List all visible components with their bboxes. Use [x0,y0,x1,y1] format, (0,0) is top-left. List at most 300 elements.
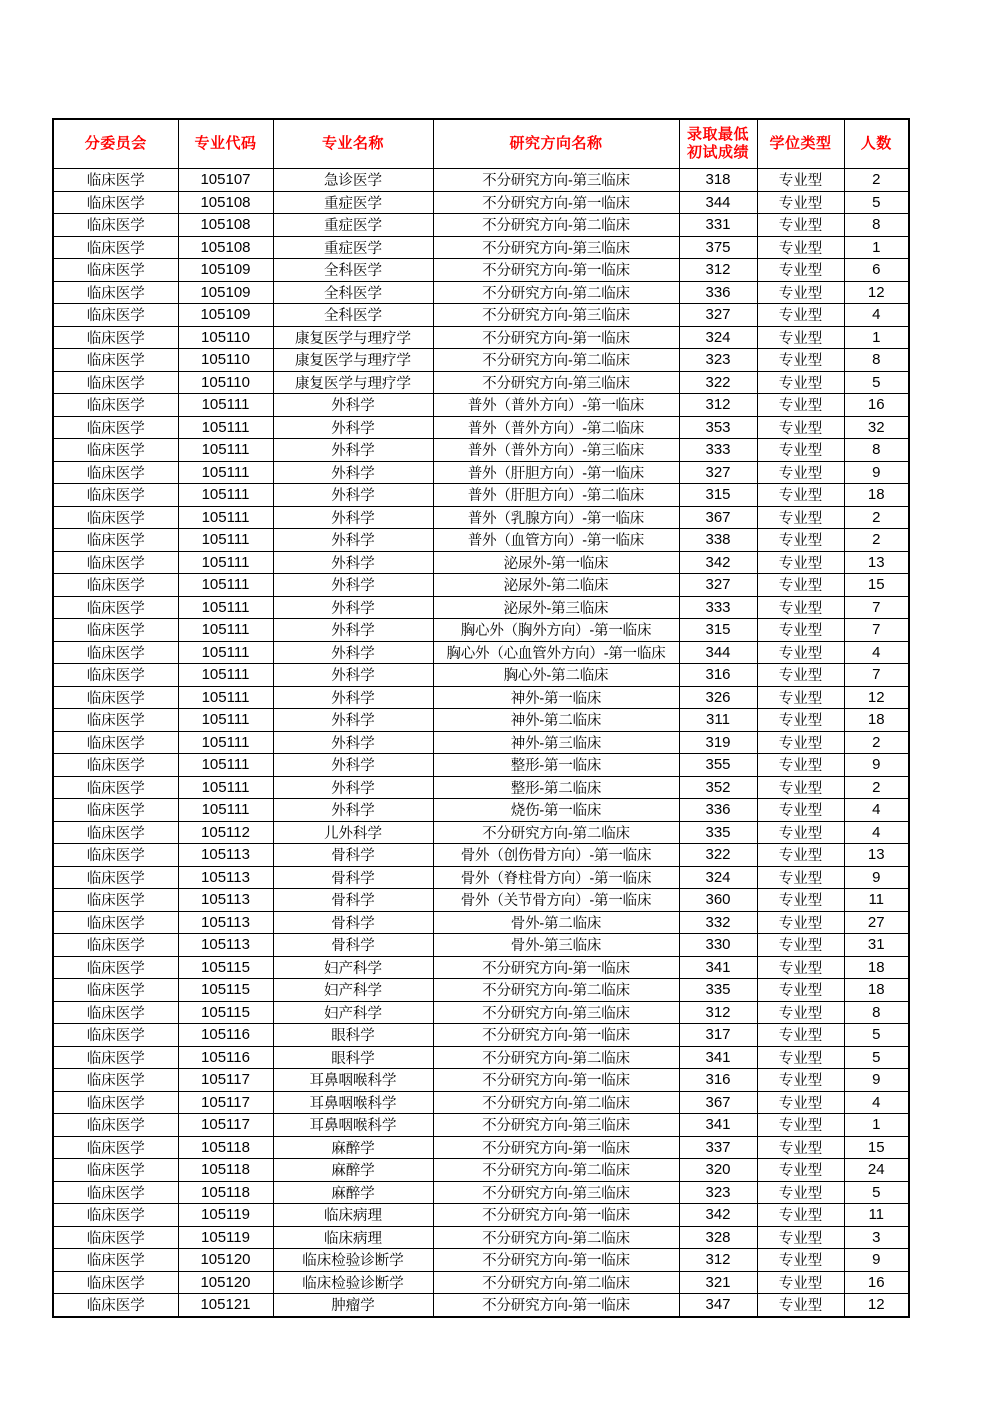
cell-major-code: 105116 [178,1046,273,1069]
cell-research-direction: 普外（血管方向）-第一临床 [433,529,679,552]
column-header-degree-type: 学位类型 [757,119,844,169]
cell-committee: 临床医学 [53,304,178,327]
cell-major-name: 急诊医学 [273,169,433,192]
cell-count: 2 [844,529,909,552]
cell-min-score: 336 [679,799,757,822]
cell-major-name: 外科学 [273,664,433,687]
header-row [53,119,909,169]
cell-degree-type: 专业型 [757,1114,844,1137]
cell-committee: 临床医学 [53,641,178,664]
cell-committee: 临床医学 [53,1226,178,1249]
table-row [53,439,909,462]
table-row [53,349,909,372]
cell-count: 5 [844,191,909,214]
table-row [53,484,909,507]
cell-min-score: 323 [679,1181,757,1204]
table-row [53,326,909,349]
cell-count: 9 [844,1249,909,1272]
cell-count: 9 [844,754,909,777]
cell-count: 12 [844,686,909,709]
cell-major-code: 105108 [178,214,273,237]
cell-major-code: 105118 [178,1159,273,1182]
cell-major-name: 全科医学 [273,281,433,304]
table-row [53,709,909,732]
cell-count: 15 [844,574,909,597]
table-row [53,281,909,304]
cell-min-score: 311 [679,709,757,732]
cell-major-code: 105110 [178,326,273,349]
cell-major-code: 105115 [178,1001,273,1024]
cell-major-name: 妇产科学 [273,979,433,1002]
cell-count: 5 [844,1046,909,1069]
cell-research-direction: 胸心外（胸外方向）-第一临床 [433,619,679,642]
cell-major-code: 105115 [178,956,273,979]
cell-min-score: 326 [679,686,757,709]
cell-major-name: 康复医学与理疗学 [273,349,433,372]
cell-count: 13 [844,551,909,574]
cell-degree-type: 专业型 [757,461,844,484]
table-row [53,529,909,552]
cell-count: 4 [844,1091,909,1114]
cell-research-direction: 不分研究方向-第三临床 [433,1001,679,1024]
cell-count: 15 [844,1136,909,1159]
cell-research-direction: 不分研究方向-第三临床 [433,169,679,192]
cell-degree-type: 专业型 [757,596,844,619]
cell-min-score: 315 [679,619,757,642]
cell-count: 5 [844,1024,909,1047]
cell-major-name: 麻醉学 [273,1181,433,1204]
cell-major-name: 外科学 [273,394,433,417]
cell-min-score: 337 [679,1136,757,1159]
cell-research-direction: 普外（肝胆方向）-第一临床 [433,461,679,484]
cell-committee: 临床医学 [53,1114,178,1137]
cell-research-direction: 泌尿外-第一临床 [433,551,679,574]
cell-degree-type: 专业型 [757,934,844,957]
table-row [53,686,909,709]
cell-major-name: 外科学 [273,776,433,799]
cell-degree-type: 专业型 [757,641,844,664]
cell-major-code: 105110 [178,349,273,372]
table-row [53,461,909,484]
cell-min-score: 330 [679,934,757,957]
cell-count: 7 [844,619,909,642]
cell-major-code: 105112 [178,821,273,844]
cell-major-name: 外科学 [273,439,433,462]
cell-research-direction: 不分研究方向-第二临床 [433,1046,679,1069]
cell-degree-type: 专业型 [757,259,844,282]
cell-committee: 临床医学 [53,776,178,799]
table-row [53,1226,909,1249]
cell-major-code: 105111 [178,731,273,754]
table-header [53,119,909,169]
table-row [53,394,909,417]
cell-min-score: 327 [679,574,757,597]
cell-degree-type: 专业型 [757,709,844,732]
cell-min-score: 319 [679,731,757,754]
cell-research-direction: 不分研究方向-第一临床 [433,1294,679,1317]
cell-min-score: 322 [679,371,757,394]
cell-major-code: 105111 [178,754,273,777]
cell-committee: 临床医学 [53,686,178,709]
cell-min-score: 322 [679,844,757,867]
table-row [53,1114,909,1137]
cell-count: 18 [844,956,909,979]
cell-degree-type: 专业型 [757,1024,844,1047]
cell-major-name: 外科学 [273,686,433,709]
cell-research-direction: 不分研究方向-第一临床 [433,956,679,979]
cell-research-direction: 不分研究方向-第三临床 [433,1114,679,1137]
cell-degree-type: 专业型 [757,911,844,934]
cell-committee: 临床医学 [53,821,178,844]
cell-research-direction: 不分研究方向-第一临床 [433,1249,679,1272]
column-header-major-name: 专业名称 [273,119,433,169]
cell-min-score: 316 [679,1069,757,1092]
column-header-research-direction: 研究方向名称 [433,119,679,169]
cell-count: 16 [844,1271,909,1294]
cell-count: 8 [844,349,909,372]
cell-major-name: 外科学 [273,506,433,529]
cell-committee: 临床医学 [53,956,178,979]
cell-major-code: 105111 [178,776,273,799]
cell-major-name: 重症医学 [273,214,433,237]
cell-committee: 临床医学 [53,416,178,439]
table-row [53,754,909,777]
cell-research-direction: 不分研究方向-第三临床 [433,236,679,259]
cell-major-name: 外科学 [273,574,433,597]
table-row [53,169,909,192]
table-row [53,1204,909,1227]
cell-major-name: 外科学 [273,551,433,574]
cell-research-direction: 不分研究方向-第二临床 [433,214,679,237]
cell-min-score: 320 [679,1159,757,1182]
cell-count: 18 [844,709,909,732]
cell-count: 7 [844,596,909,619]
cell-committee: 临床医学 [53,934,178,957]
cell-count: 4 [844,821,909,844]
cell-major-code: 105116 [178,1024,273,1047]
cell-research-direction: 不分研究方向-第二临床 [433,1271,679,1294]
cell-count: 24 [844,1159,909,1182]
cell-degree-type: 专业型 [757,866,844,889]
cell-major-code: 105113 [178,866,273,889]
cell-committee: 临床医学 [53,574,178,597]
table-row [53,574,909,597]
table-row [53,191,909,214]
cell-major-code: 105113 [178,911,273,934]
cell-committee: 临床医学 [53,326,178,349]
cell-min-score: 317 [679,1024,757,1047]
cell-degree-type: 专业型 [757,484,844,507]
cell-major-name: 重症医学 [273,191,433,214]
cell-count: 4 [844,641,909,664]
cell-degree-type: 专业型 [757,1181,844,1204]
cell-degree-type: 专业型 [757,574,844,597]
cell-major-code: 105111 [178,799,273,822]
cell-major-name: 全科医学 [273,304,433,327]
cell-min-score: 331 [679,214,757,237]
cell-research-direction: 不分研究方向-第三临床 [433,1181,679,1204]
cell-count: 32 [844,416,909,439]
cell-research-direction: 不分研究方向-第二临床 [433,349,679,372]
table-row [53,1294,909,1317]
table-row [53,551,909,574]
column-header-min-score [679,119,757,169]
cell-degree-type: 专业型 [757,439,844,462]
cell-degree-type: 专业型 [757,1046,844,1069]
cell-degree-type: 专业型 [757,619,844,642]
cell-major-code: 105118 [178,1181,273,1204]
cell-degree-type: 专业型 [757,169,844,192]
cell-degree-type: 专业型 [757,889,844,912]
cell-committee: 临床医学 [53,664,178,687]
cell-major-code: 105121 [178,1294,273,1317]
cell-min-score: 312 [679,1249,757,1272]
cell-committee: 临床医学 [53,439,178,462]
cell-committee: 临床医学 [53,709,178,732]
table-row [53,799,909,822]
cell-committee: 临床医学 [53,596,178,619]
table-body [53,169,909,1317]
cell-committee: 临床医学 [53,911,178,934]
cell-count: 1 [844,236,909,259]
cell-major-code: 105108 [178,191,273,214]
cell-research-direction: 不分研究方向-第三临床 [433,371,679,394]
cell-count: 12 [844,281,909,304]
cell-major-code: 105115 [178,979,273,1002]
cell-major-code: 105120 [178,1271,273,1294]
cell-degree-type: 专业型 [757,1226,844,1249]
cell-count: 5 [844,1181,909,1204]
cell-count: 2 [844,776,909,799]
cell-research-direction: 普外（乳腺方向）-第一临床 [433,506,679,529]
cell-degree-type: 专业型 [757,799,844,822]
cell-count: 12 [844,1294,909,1317]
cell-major-code: 105111 [178,709,273,732]
cell-committee: 临床医学 [53,394,178,417]
table-row [53,1001,909,1024]
cell-min-score: 316 [679,664,757,687]
cell-min-score: 341 [679,956,757,979]
cell-degree-type: 专业型 [757,1249,844,1272]
spreadsheet-table-container [52,118,908,1318]
cell-research-direction: 不分研究方向-第二临床 [433,979,679,1002]
cell-committee: 临床医学 [53,1001,178,1024]
table-row [53,821,909,844]
cell-major-code: 105111 [178,506,273,529]
cell-degree-type: 专业型 [757,731,844,754]
cell-committee: 临床医学 [53,1249,178,1272]
cell-major-name: 康复医学与理疗学 [273,371,433,394]
cell-degree-type: 专业型 [757,844,844,867]
cell-min-score: 341 [679,1114,757,1137]
cell-major-code: 105111 [178,686,273,709]
cell-count: 2 [844,169,909,192]
cell-committee: 临床医学 [53,484,178,507]
cell-major-code: 105107 [178,169,273,192]
cell-research-direction: 整形-第二临床 [433,776,679,799]
cell-committee: 临床医学 [53,1204,178,1227]
table-row [53,776,909,799]
cell-min-score: 312 [679,394,757,417]
cell-major-code: 105113 [178,889,273,912]
table-row [53,1046,909,1069]
table-row [53,844,909,867]
min-score-label-line2: 初试成绩 [686,144,749,161]
cell-count: 1 [844,326,909,349]
cell-min-score: 332 [679,911,757,934]
cell-min-score: 324 [679,866,757,889]
cell-major-name: 重症医学 [273,236,433,259]
cell-min-score: 353 [679,416,757,439]
cell-major-name: 耳鼻咽喉科学 [273,1069,433,1092]
cell-research-direction: 不分研究方向-第一临床 [433,259,679,282]
cell-min-score: 342 [679,1204,757,1227]
cell-major-name: 外科学 [273,731,433,754]
cell-major-name: 眼科学 [273,1024,433,1047]
cell-count: 9 [844,866,909,889]
table-row [53,1249,909,1272]
cell-major-name: 临床检验诊断学 [273,1271,433,1294]
cell-research-direction: 骨外（脊柱骨方向）-第一临床 [433,866,679,889]
cell-research-direction: 泌尿外-第三临床 [433,596,679,619]
cell-count: 13 [844,844,909,867]
cell-major-name: 外科学 [273,484,433,507]
cell-count: 31 [844,934,909,957]
cell-major-code: 105111 [178,416,273,439]
cell-major-code: 105119 [178,1226,273,1249]
cell-count: 2 [844,731,909,754]
cell-committee: 临床医学 [53,529,178,552]
table-row [53,259,909,282]
cell-degree-type: 专业型 [757,394,844,417]
cell-committee: 临床医学 [53,551,178,574]
cell-count: 18 [844,979,909,1002]
column-header-committee: 分委员会 [53,119,178,169]
cell-degree-type: 专业型 [757,281,844,304]
cell-min-score: 342 [679,551,757,574]
cell-committee: 临床医学 [53,461,178,484]
cell-min-score: 367 [679,1091,757,1114]
cell-min-score: 327 [679,304,757,327]
cell-min-score: 318 [679,169,757,192]
table-row [53,619,909,642]
cell-min-score: 344 [679,191,757,214]
cell-major-name: 骨科学 [273,866,433,889]
cell-degree-type: 专业型 [757,326,844,349]
cell-count: 6 [844,259,909,282]
cell-count: 3 [844,1226,909,1249]
cell-degree-type: 专业型 [757,821,844,844]
cell-committee: 临床医学 [53,799,178,822]
cell-count: 11 [844,889,909,912]
cell-degree-type: 专业型 [757,1271,844,1294]
cell-major-code: 105111 [178,551,273,574]
cell-committee: 临床医学 [53,506,178,529]
cell-major-code: 105118 [178,1136,273,1159]
table-row [53,416,909,439]
cell-degree-type: 专业型 [757,776,844,799]
cell-committee: 临床医学 [53,236,178,259]
cell-degree-type: 专业型 [757,686,844,709]
cell-major-code: 105111 [178,394,273,417]
cell-degree-type: 专业型 [757,191,844,214]
cell-degree-type: 专业型 [757,349,844,372]
cell-major-code: 105113 [178,844,273,867]
cell-count: 7 [844,664,909,687]
cell-min-score: 367 [679,506,757,529]
cell-research-direction: 不分研究方向-第一临床 [433,326,679,349]
table-row [53,506,909,529]
cell-major-code: 105117 [178,1069,273,1092]
cell-research-direction: 不分研究方向-第一临床 [433,1024,679,1047]
cell-major-name: 外科学 [273,619,433,642]
cell-min-score: 336 [679,281,757,304]
cell-degree-type: 专业型 [757,304,844,327]
cell-min-score: 312 [679,1001,757,1024]
cell-degree-type: 专业型 [757,664,844,687]
cell-research-direction: 烧伤-第一临床 [433,799,679,822]
cell-major-code: 105111 [178,461,273,484]
cell-research-direction: 神外-第三临床 [433,731,679,754]
cell-committee: 临床医学 [53,191,178,214]
cell-research-direction: 骨外（创伤骨方向）-第一临床 [433,844,679,867]
cell-major-name: 外科学 [273,461,433,484]
cell-major-name: 妇产科学 [273,956,433,979]
cell-committee: 临床医学 [53,979,178,1002]
cell-major-code: 105111 [178,529,273,552]
cell-committee: 临床医学 [53,259,178,282]
cell-count: 4 [844,304,909,327]
cell-committee: 临床医学 [53,349,178,372]
cell-research-direction: 普外（普外方向）-第三临床 [433,439,679,462]
cell-research-direction: 整形-第一临床 [433,754,679,777]
cell-count: 9 [844,1069,909,1092]
cell-major-name: 耳鼻咽喉科学 [273,1114,433,1137]
cell-degree-type: 专业型 [757,1294,844,1317]
cell-major-code: 105119 [178,1204,273,1227]
cell-major-name: 骨科学 [273,911,433,934]
cell-major-name: 外科学 [273,416,433,439]
cell-committee: 临床医学 [53,169,178,192]
cell-research-direction: 骨外（关节骨方向）-第一临床 [433,889,679,912]
cell-degree-type: 专业型 [757,1069,844,1092]
cell-min-score: 315 [679,484,757,507]
cell-min-score: 347 [679,1294,757,1317]
table-row [53,214,909,237]
cell-min-score: 323 [679,349,757,372]
cell-major-name: 耳鼻咽喉科学 [273,1091,433,1114]
cell-degree-type: 专业型 [757,416,844,439]
cell-committee: 临床医学 [53,889,178,912]
cell-degree-type: 专业型 [757,506,844,529]
cell-major-name: 骨科学 [273,844,433,867]
cell-major-name: 肿瘤学 [273,1294,433,1317]
cell-min-score: 328 [679,1226,757,1249]
cell-research-direction: 骨外-第三临床 [433,934,679,957]
cell-min-score: 360 [679,889,757,912]
cell-committee: 临床医学 [53,1136,178,1159]
table-row [53,596,909,619]
cell-major-code: 105111 [178,574,273,597]
cell-min-score: 341 [679,1046,757,1069]
cell-major-name: 麻醉学 [273,1159,433,1182]
cell-committee: 临床医学 [53,1294,178,1317]
table-row [53,1091,909,1114]
cell-committee: 临床医学 [53,1069,178,1092]
cell-committee: 临床医学 [53,844,178,867]
cell-major-name: 外科学 [273,754,433,777]
cell-major-name: 骨科学 [273,934,433,957]
